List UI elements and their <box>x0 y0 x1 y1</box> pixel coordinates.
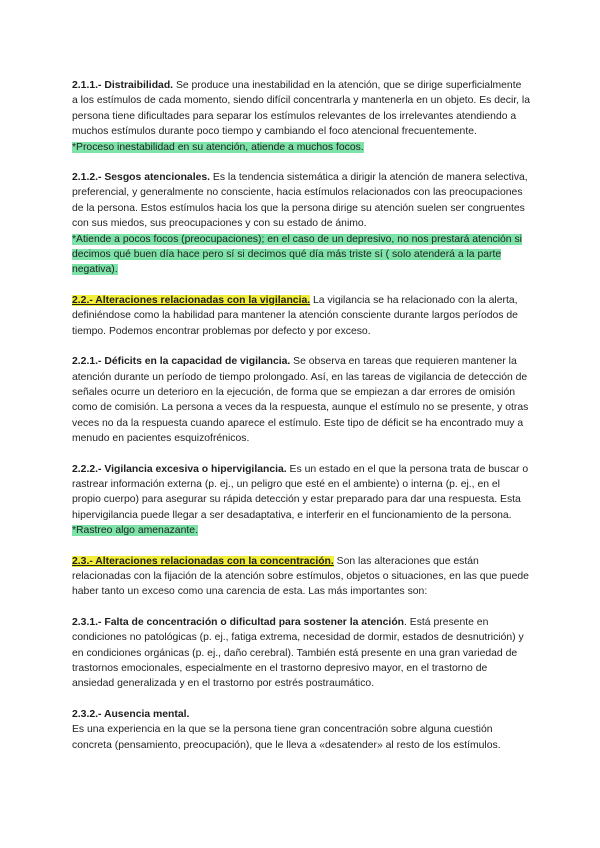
document-page <box>72 78 530 753</box>
section-heading: 2.3.1.- Falta de concentración o dificultad para sostener la atención <box>72 616 405 628</box>
section-text: Se observa en tareas que requieren mantener la atención durante un período de tiempo prolongado. Así, en las tareas de vigilancia de detección de señales ocurre un deterioro en la ejecución, de forma que se empiezan a dar errores de omisión como de comisión. La persona a veces da la respuesta, aunque el estímulo no se presente, y otras veces no da la respuesta cuando aparece el estímulo. Este tipo de déficit se ha encontrado muy a menudo en pacientes esquizofrénicos. <box>72 356 529 445</box>
section-ausencia-mental <box>72 707 530 753</box>
section-text: . Está presente en condiciones no patológicas (p. ej., fatiga extrema, necesidad de dormir, estados de desnutrición) y en condiciones orgánicas (p. ej., daño cerebral). También está presente en una gran variedad de trastornos emocionales, especialmente en el trastorno depresivo mayor, en el trastorno de ansiedad generalizada y en el trastorno por estrés postraumático. <box>72 616 524 690</box>
section-sesgos-atencionales <box>72 170 530 278</box>
section-falta-concentracion <box>72 615 530 692</box>
section-heading: 2.2.2.- Vigilancia excesiva o hipervigilancia. <box>72 463 287 475</box>
section-text: Es la tendencia sistemática a dirigir la atención de manera selectiva, preferencial, y generalmente no consciente, hacia estímulos relacionados con las preocupaciones de la persona. Estos estímulos hacia los que la persona dirige su atención suelen ser congruentes con sus miedos, sus preocupaciones y con su estado de ánimo. <box>72 172 528 230</box>
section-hipervigilancia <box>72 462 530 539</box>
section-text: Se produce una inestabilidad en la atención, que se dirige superficialmente a los estímulos de cada momento, siendo difícil concentrarla y mantenerla en un objeto. Es decir, la persona tiene dificultades para separar los estímulos relevantes de los irrelevantes atendiendo a muchos estímulos durante poco tiempo y cambiando el foco atencional frecuentemente. <box>72 80 531 138</box>
section-heading: 2.1.2.- Sesgos atencionales. <box>72 172 211 184</box>
section-text: La vigilancia se ha relacionado con la alerta, definiéndose como la habilidad para mantener la atención consciente durante largos períodos de tiempo. Podemos encontrar problemas por defecto y por exceso. <box>72 294 518 337</box>
section-heading-highlighted: 2.2.- Alteraciones relacionadas con la vigilancia. <box>72 294 311 306</box>
section-deficits-vigilancia <box>72 354 530 446</box>
section-distraibilidad <box>72 78 530 155</box>
section-text: Es una experiencia en la que se la persona tiene gran concentración sobre alguna cuestión concreta (pensamiento, preocupación), que le lleva a «desatender» al resto de los estímulos. <box>72 724 501 751</box>
highlighted-note: *Proceso inestabilidad en su atención, atiende a muchos focos. <box>72 141 364 153</box>
highlighted-note: *Atiende a pocos focos (preocupaciones); en el caso de un depresivo, no nos prestará atención si decimos qué buen día hace pero sí si decimos qué día más triste sí ( solo atenderá a la parte negativa). <box>72 233 522 276</box>
section-heading: 2.2.1.- Déficits en la capacidad de vigilancia. <box>72 356 291 368</box>
section-heading-highlighted: 2.3.- Alteraciones relacionadas con la concentración. <box>72 555 334 567</box>
highlighted-note: *Rastreo algo amenazante. <box>72 525 198 537</box>
section-text: Son las alteraciones que están relacionadas con la fijación de la atención sobre estímulos, objetos o situaciones, en las que puede haber tanto un exceso como una carencia de esta. Las más importantes son: <box>72 555 529 598</box>
section-heading: 2.3.2.- Ausencia mental. <box>72 708 190 720</box>
section-text: Es un estado en el que la persona trata de buscar o rastrear información externa (p. ej., un peligro que esté en el ambiente) o interna (p. ej., en el propio cuerpo) para asegurar su rápida detección y estar preparado para dar una respuesta. Esta hipervigilancia puede llegar a ser desadaptativa, e interferir en el funcionamiento de la persona. <box>72 463 529 521</box>
section-concentracion <box>72 554 530 600</box>
section-vigilancia <box>72 293 530 339</box>
section-heading: 2.1.1.- Distraibilidad. <box>72 80 174 91</box>
